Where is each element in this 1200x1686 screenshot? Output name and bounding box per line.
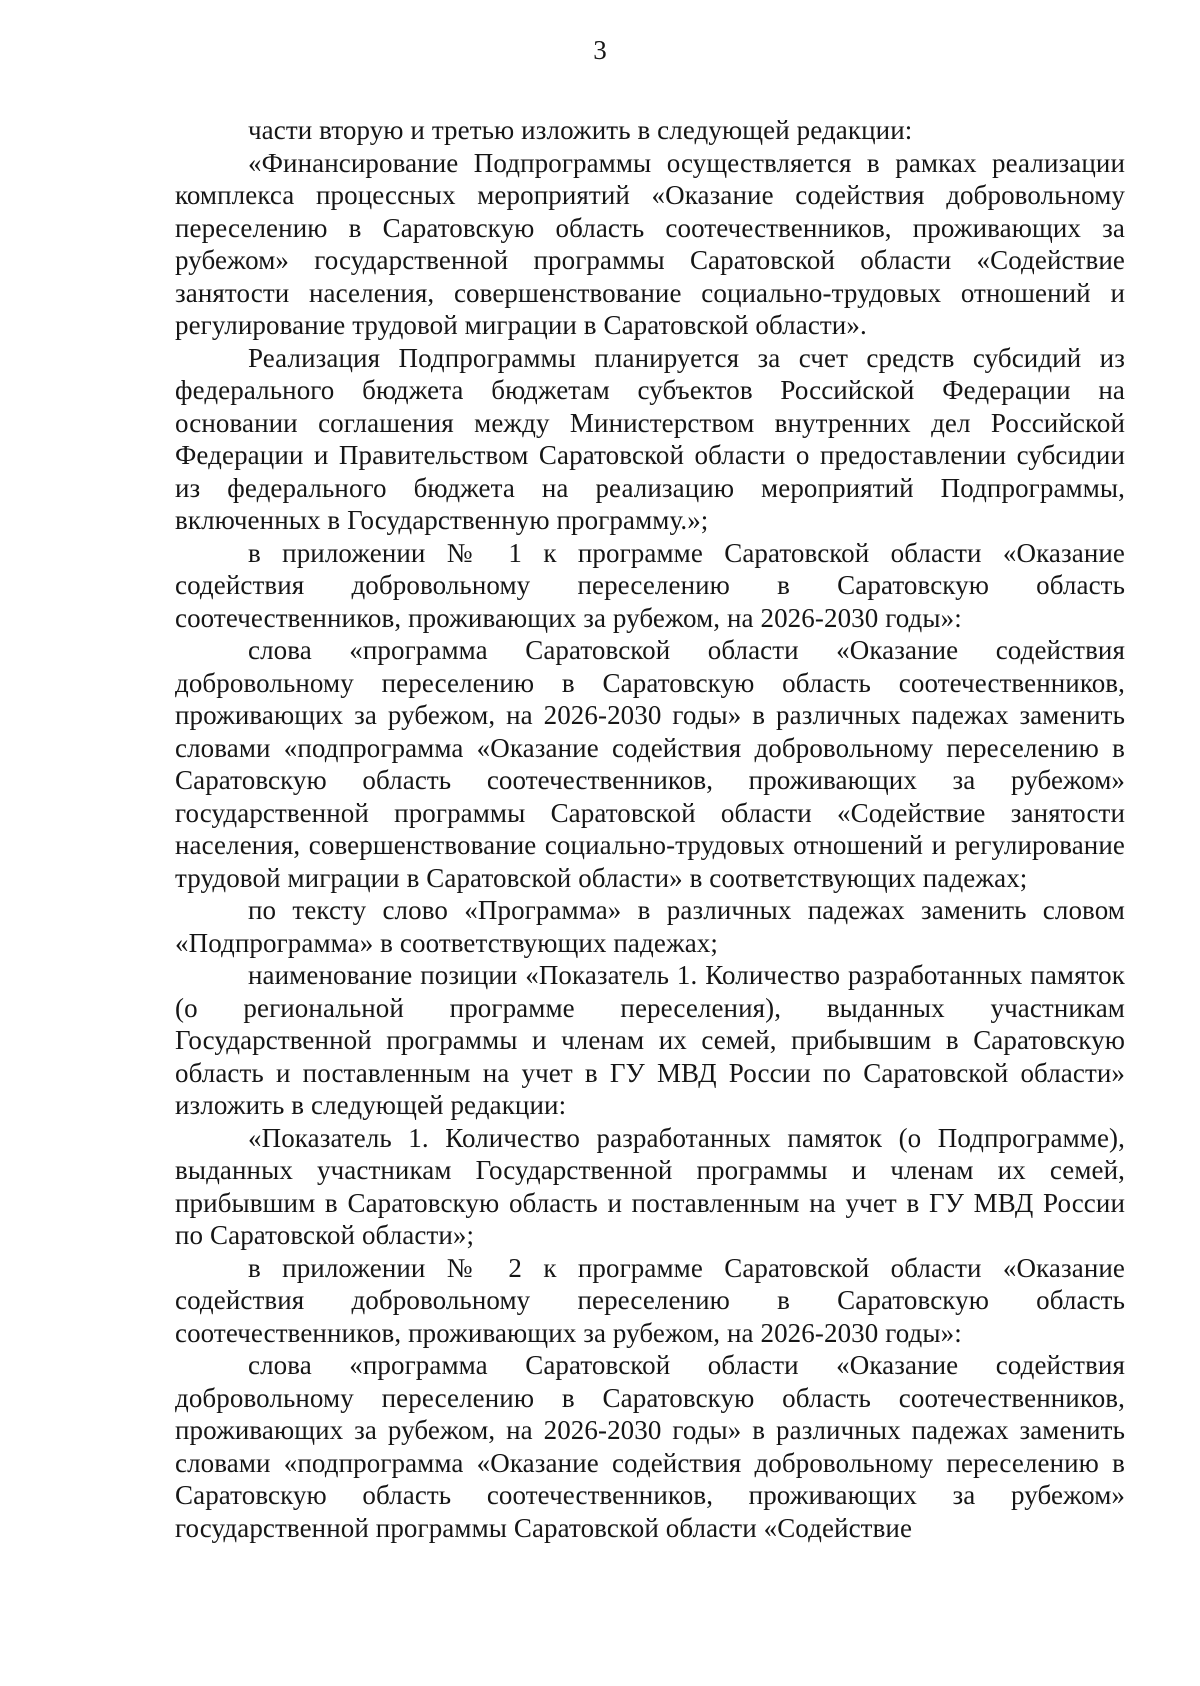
paragraph-words-replacement-1: слова «программа Саратовской области «Оказание содействия добровольному переселению в Саратовскую область соотечественников, проживающих за рубежом, на 2026-2030 годы» в различных падежах заменить словами «подпрограмма «Оказание содействия добровольному переселению в Саратовскую область соотечественников, проживающих за рубежом» государственной программы Саратовской области «Содействие занятости населения, совершенствование социально-трудовых отношений и регулирование трудовой миграции в Саратовской области» в соответствующих падежах; (175, 635, 1125, 893)
paragraph-appendix-1: в приложении № 1 к программе Саратовской области «Оказание содействия добровольному переселению в Саратовскую область соотечественников, проживающих за рубежом, на 2026-2030 годы»: (175, 537, 1125, 633)
paragraph-words-replacement-2: слова «программа Саратовской области «Оказание содействия добровольному переселению в Саратовскую область соотечественников, проживающих за рубежом, на 2026-2030 годы» в различных падежах заменить словами «подпрограмма «Оказание содействия добровольному переселению в Саратовскую область соотечественников, проживающих за рубежом» государственной программы Саратовской области «Содействие (175, 1350, 1125, 1543)
paragraph-indicator-name: наименование позиции «Показатель 1. Количество разработанных памяток (о региональной программе переселения), выданных участникам Государственной программы и членам их семей, прибывшим в Саратовскую область и поставленным на учет в ГУ МВД России по Саратовской области» изложить в следующей редакции: (175, 960, 1125, 1120)
paragraph-indicator-new-wording: «Показатель 1. Количество разработанных памяток (о Подпрограмме), выданных участникам Государственной программы и членам их семей, прибывшим в Саратовскую область и поставленным на учет в ГУ МВД России по Саратовской области»; (175, 1122, 1125, 1250)
paragraph-implementation: Реализация Подпрограммы планируется за счет средств субсидий из федерального бюджета бюджетам субъектов Российской Федерации на основании соглашения между Министерством внутренних дел Российской Федерации и Правительством Саратовской области о предоставлении субсидии из федерального бюджета на реализацию мероприятий Подпрограммы, включенных в Государственную программу.»; (175, 342, 1125, 535)
paragraph-parts-wording: части вторую и третью изложить в следующей редакции: (248, 115, 913, 145)
paragraph-program-word-replacement: по тексту слово «Программа» в различных падежах заменить словом «Подпрограмма» в соответствующих падежах; (175, 895, 1125, 958)
paragraph-appendix-2: в приложении № 2 к программе Саратовской области «Оказание содействия добровольному переселению в Саратовскую область соотечественников, проживающих за рубежом, на 2026-2030 годы»: (175, 1252, 1125, 1348)
page-number: 3 (593, 35, 607, 65)
document-body (175, 114, 1125, 1544)
paragraph-financing: «Финансирование Подпрограммы осуществляется в рамках реализации комплекса процессных мероприятий «Оказание содействия добровольному переселению в Саратовскую область соотечественников, проживающих за рубежом» государственной программы Саратовской области «Содействие занятости населения, совершенствование социально-трудовых отношений и регулирование трудовой миграции в Саратовской области». (175, 147, 1125, 340)
